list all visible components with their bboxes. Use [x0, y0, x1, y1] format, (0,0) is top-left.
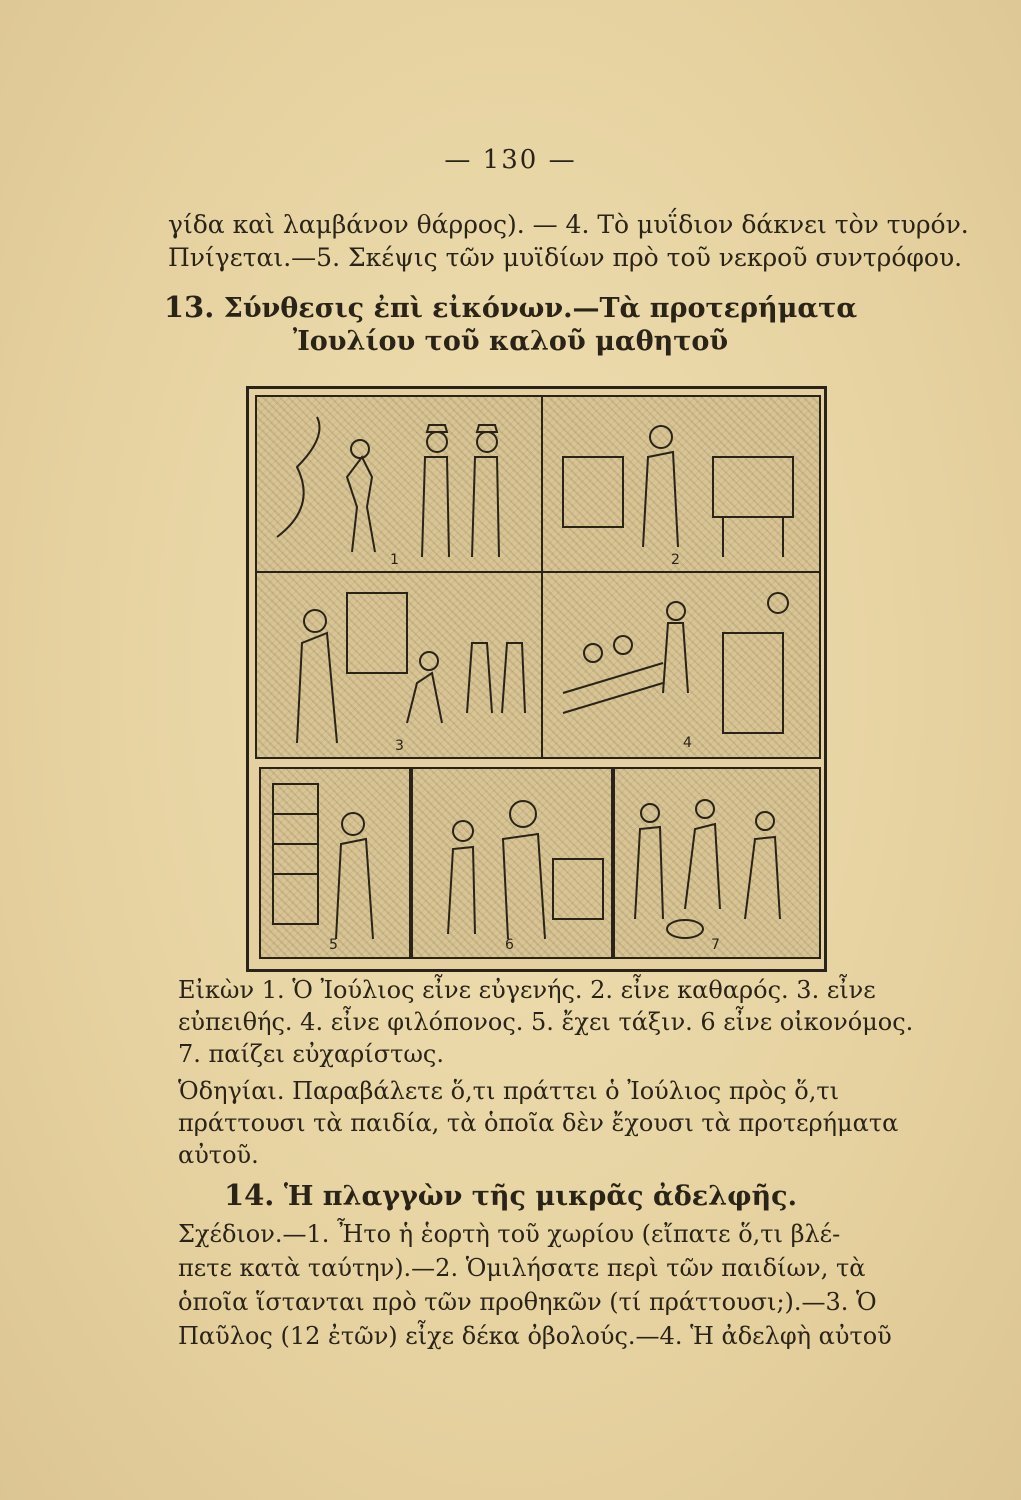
section-14-line-1: Σχέδιον.—1. Ἦτο ἡ ἑορτὴ τοῦ χωρίου (εἴπατε ὅ,τι βλέ-: [178, 1220, 841, 1248]
section-13-heading: [0, 290, 1021, 324]
panel-1: [255, 395, 543, 573]
panel-4-label: 4: [683, 735, 692, 751]
section-13-title-line-2: Ἰουλίου τοῦ καλοῦ μαθητοῦ: [292, 326, 729, 357]
instructions-line-3: αὐτοῦ.: [178, 1141, 259, 1169]
panel-1-label: 1: [390, 552, 399, 568]
instructions-line-1: Ὁδηγίαι. Παραβάλετε ὅ,τι πράττει ὁ Ἰούλιος πρὸς ὅ,τι: [178, 1077, 840, 1105]
panel-6: [411, 767, 613, 959]
panel-5-label: 5: [329, 937, 338, 953]
section-14-line-4: Παῦλος (12 ἐτῶν) εἶχε δέκα ὀβολούς.—4. Ἡ ἀδελφὴ αὐτοῦ: [178, 1322, 892, 1350]
panel-3-label: 3: [395, 738, 404, 754]
section-13-number: 13.: [163, 290, 215, 324]
intro-line-1: γίδα καὶ λαμβάνον θάρρος). — 4. Τὸ μυΐδιον δάκνει τὸν τυρόν.: [168, 210, 969, 239]
panel-4: [541, 571, 821, 759]
section-14-heading: [0, 1178, 1021, 1212]
instructions-line-2: πράττουσι τὰ παιδία, τὰ ὁποῖα δὲν ἔχουσι τὰ προτερήματα: [178, 1109, 899, 1137]
panel-2: [541, 395, 821, 573]
section-14-line-2: πετε κατὰ ταύτην).—2. Ὁμιλήσατε περὶ τῶν παιδίων, τὰ: [178, 1254, 866, 1282]
section-14-line-3: ὁποῖα ἵστανται πρὸ τῶν προθηκῶν (τί πράττουσι;).—3. Ὁ: [178, 1288, 877, 1316]
section-14-number: 14.: [223, 1178, 275, 1212]
panel-7-label: 7: [711, 937, 720, 953]
caption-line-2: εὐπειθής. 4. εἶνε φιλόπονος. 5. ἔχει τάξιν. 6 εἶνε οἰκονόμος.: [178, 1008, 914, 1036]
caption-line-1: Εἰκὼν 1. Ὁ Ἰούλιος εἶνε εὐγενής. 2. εἶνε καθαρός. 3. εἶνε: [178, 976, 876, 1004]
illustration-grid: [246, 386, 827, 972]
panel-3: [255, 571, 543, 759]
intro-line-2: Πνίγεται.—5. Σκέψις τῶν μυϊδίων πρὸ τοῦ νεκροῦ συντρόφου.: [168, 243, 963, 272]
panel-2-drawing: [543, 397, 819, 571]
panel-2-label: 2: [671, 552, 680, 568]
section-14-title: Ἡ πλαγγὼν τῆς μικρᾶς ἀδελφῆς.: [283, 1181, 798, 1212]
panel-4-drawing: [543, 573, 819, 757]
panel-7-drawing: [615, 769, 819, 957]
panel-3-drawing: [257, 573, 541, 757]
page-number: — 130 —: [444, 145, 577, 175]
panel-5-drawing: [261, 769, 409, 957]
section-13-title-line-1: Σύνθεσις ἐπὶ εἰκόνων.—Τὰ προτερήματα: [223, 293, 858, 324]
panel-6-drawing: [413, 769, 611, 957]
panel-6-label: 6: [505, 937, 514, 953]
panel-5: [259, 767, 411, 959]
panel-7: [613, 767, 821, 959]
panel-1-drawing: [257, 397, 541, 571]
caption-line-3: 7. παίζει εὐχαρίστως.: [178, 1040, 444, 1068]
